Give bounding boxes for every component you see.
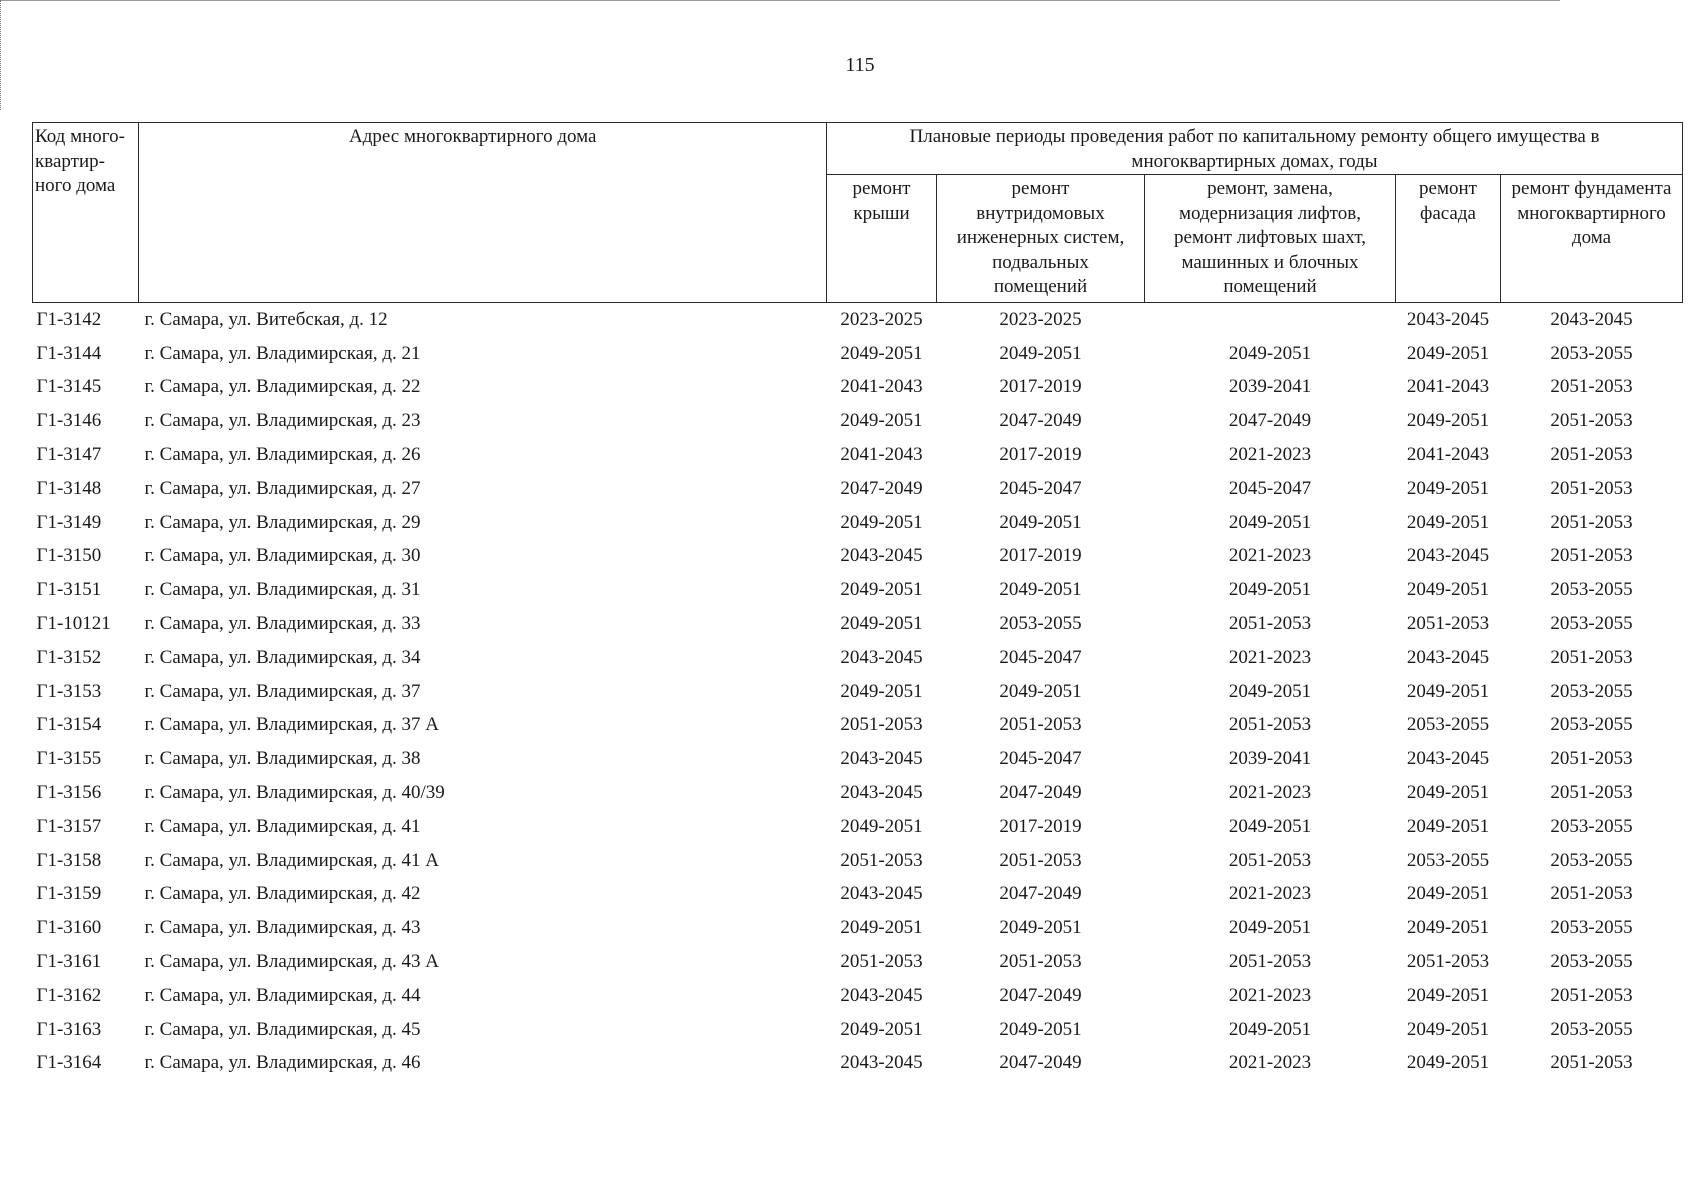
cell-roof: 2043-2045: [840, 646, 923, 668]
cell-lifts: 2049-2051: [1228, 917, 1312, 939]
cell-foundation: 2051-2053: [1550, 748, 1633, 770]
cell-engineering: 2047-2049: [999, 984, 1082, 1006]
cell-lifts: 2049-2051: [1228, 680, 1312, 702]
header-address: Адрес многоквартирного дома: [139, 123, 827, 303]
cell-engineering: 2045-2047: [999, 477, 1082, 499]
cell-roof: 2051-2053: [840, 951, 923, 973]
cell-address: г. Самара, ул. Владимирская, д. 34: [144, 646, 421, 668]
cell-lifts: 2049-2051: [1228, 511, 1312, 533]
cell-foundation: 2051-2053: [1550, 444, 1633, 466]
cell-facade: 2049-2051: [1406, 680, 1490, 702]
cell-foundation: 2053-2055: [1550, 951, 1633, 973]
cell-roof: 2043-2045: [840, 545, 923, 567]
cell-foundation: 2051-2053: [1550, 1052, 1633, 1074]
cell-engineering: 2049-2051: [999, 1018, 1082, 1040]
cell-foundation: 2043-2045: [1550, 308, 1633, 330]
table-row: [33, 945, 1683, 979]
cell-facade: 2043-2045: [1406, 545, 1490, 567]
cell-lifts: 2021-2023: [1228, 984, 1312, 1006]
table-row: [33, 438, 1683, 472]
cell-roof: 2049-2051: [840, 342, 923, 364]
cell-engineering: 2023-2025: [999, 308, 1082, 330]
cell-roof: 2049-2051: [840, 579, 923, 601]
cell-roof: 2049-2051: [840, 1018, 923, 1040]
cell-address: г. Самара, ул. Владимирская, д. 23: [144, 410, 421, 432]
table-row: [33, 776, 1683, 810]
cell-code: Г1-3151: [36, 579, 102, 601]
cell-lifts: 2047-2049: [1228, 410, 1312, 432]
cell-engineering: 2049-2051: [999, 511, 1082, 533]
cell-address: г. Самара, ул. Владимирская, д. 37 А: [144, 714, 439, 736]
cell-lifts: 2021-2023: [1228, 782, 1312, 804]
cell-foundation: 2051-2053: [1550, 782, 1633, 804]
cell-code: Г1-3156: [36, 782, 102, 804]
cell-lifts: 2051-2053: [1228, 613, 1312, 635]
cell-engineering: 2049-2051: [999, 680, 1082, 702]
cell-code: Г1-3161: [36, 951, 102, 973]
cell-lifts: 2049-2051: [1228, 815, 1312, 837]
cell-address: г. Самара, ул. Владимирская, д. 21: [144, 342, 421, 364]
table-row: [33, 371, 1683, 405]
cell-facade: 2049-2051: [1406, 883, 1490, 905]
cell-address: г. Самара, ул. Владимирская, д. 43 А: [144, 951, 439, 973]
cell-address: г. Самара, ул. Владимирская, д. 33: [144, 613, 421, 635]
cell-foundation: 2051-2053: [1550, 477, 1633, 499]
table-row: [33, 911, 1683, 945]
cell-code: Г1-3146: [36, 410, 102, 432]
cell-lifts: 2021-2023: [1228, 883, 1312, 905]
cell-engineering: 2051-2053: [999, 951, 1082, 973]
table-row: [33, 540, 1683, 574]
cell-roof: 2041-2043: [840, 376, 923, 398]
cell-lifts: 2021-2023: [1228, 545, 1312, 567]
header-lifts: ремонт, замена, модернизация лифтов, ремонт лифтовых шахт, машинных и блочных помещений: [1145, 175, 1396, 303]
cell-code: Г1-3158: [36, 849, 102, 871]
cell-foundation: 2051-2053: [1550, 410, 1633, 432]
cell-address: г. Самара, ул. Владимирская, д. 44: [144, 984, 421, 1006]
cell-facade: 2049-2051: [1406, 917, 1490, 939]
cell-foundation: 2053-2055: [1550, 1018, 1633, 1040]
cell-facade: 2049-2051: [1406, 782, 1490, 804]
cell-address: г. Самара, ул. Владимирская, д. 38: [144, 748, 421, 770]
header-foundation: ремонт фундамента многоквартирного дома: [1501, 175, 1683, 303]
cell-roof: 2041-2043: [840, 444, 923, 466]
cell-lifts: 2051-2053: [1228, 849, 1312, 871]
table-row: [33, 878, 1683, 912]
cell-roof: 2049-2051: [840, 917, 923, 939]
cell-facade: 2049-2051: [1406, 477, 1490, 499]
cell-roof: 2023-2025: [840, 308, 923, 330]
header-periods-group: Плановые периоды проведения работ по капитальному ремонту общего имущества в многоквартирных домах, годы: [827, 123, 1683, 175]
cell-engineering: 2049-2051: [999, 917, 1082, 939]
cell-engineering: 2017-2019: [999, 376, 1082, 398]
cell-roof: 2043-2045: [840, 782, 923, 804]
table-row: [33, 1013, 1683, 1047]
cell-engineering: 2047-2049: [999, 1052, 1082, 1074]
cell-code: Г1-3162: [36, 984, 102, 1006]
cell-foundation: 2051-2053: [1550, 883, 1633, 905]
cell-roof: 2043-2045: [840, 748, 923, 770]
cell-foundation: 2053-2055: [1550, 342, 1633, 364]
cell-code: Г1-3155: [36, 748, 102, 770]
cell-foundation: 2053-2055: [1550, 714, 1633, 736]
table-row: [33, 709, 1683, 743]
cell-facade: 2049-2051: [1406, 410, 1490, 432]
cell-roof: 2043-2045: [840, 1052, 923, 1074]
cell-facade: 2043-2045: [1406, 646, 1490, 668]
table-body: [33, 303, 1683, 1081]
cell-address: г. Самара, ул. Владимирская, д. 29: [144, 511, 421, 533]
cell-roof: 2049-2051: [840, 680, 923, 702]
table-row: [33, 337, 1683, 371]
cell-address: г. Самара, ул. Владимирская, д. 42: [144, 883, 421, 905]
cell-engineering: 2053-2055: [999, 613, 1082, 635]
cell-foundation: 2053-2055: [1550, 917, 1633, 939]
cell-facade: 2049-2051: [1406, 579, 1490, 601]
cell-address: г. Самара, ул. Владимирская, д. 45: [144, 1018, 421, 1040]
cell-roof: 2047-2049: [840, 477, 923, 499]
cell-foundation: 2051-2053: [1550, 646, 1633, 668]
cell-code: Г1-3144: [36, 342, 102, 364]
cell-foundation: 2051-2053: [1550, 545, 1633, 567]
table-row: [33, 979, 1683, 1013]
cell-lifts: 2049-2051: [1228, 342, 1312, 364]
cell-code: Г1-3160: [36, 917, 102, 939]
cell-code: Г1-3163: [36, 1018, 102, 1040]
cell-roof: 2049-2051: [840, 815, 923, 837]
cell-engineering: 2047-2049: [999, 782, 1082, 804]
cell-roof: 2043-2045: [840, 984, 923, 1006]
table-row: [33, 607, 1683, 641]
cell-lifts: 2051-2053: [1228, 714, 1312, 736]
cell-engineering: 2017-2019: [999, 545, 1082, 567]
cell-foundation: 2051-2053: [1550, 376, 1633, 398]
header-roof: ремонт крыши: [827, 175, 937, 303]
cell-foundation: 2053-2055: [1550, 680, 1633, 702]
cell-address: г. Самара, ул. Владимирская, д. 27: [144, 477, 421, 499]
table-row: [33, 506, 1683, 540]
cell-facade: 2049-2051: [1406, 342, 1490, 364]
cell-code: Г1-3154: [36, 714, 102, 736]
cell-address: г. Самара, ул. Владимирская, д. 46: [144, 1052, 421, 1074]
cell-engineering: 2045-2047: [999, 748, 1082, 770]
cell-code: Г1-3164: [36, 1052, 102, 1074]
cell-address: г. Самара, ул. Владимирская, д. 37: [144, 680, 421, 702]
cell-engineering: 2049-2051: [999, 342, 1082, 364]
cell-engineering: 2017-2019: [999, 815, 1082, 837]
cell-code: Г1-3147: [36, 444, 102, 466]
cell-facade: 2051-2053: [1406, 613, 1490, 635]
cell-roof: 2043-2045: [840, 883, 923, 905]
table-row: [33, 303, 1683, 337]
table-row: [33, 472, 1683, 506]
cell-facade: 2051-2053: [1406, 951, 1490, 973]
cell-lifts: 2045-2047: [1228, 477, 1312, 499]
cell-engineering: 2045-2047: [999, 646, 1082, 668]
cell-lifts: 2039-2041: [1228, 748, 1312, 770]
cell-engineering: 2051-2053: [999, 849, 1082, 871]
table-row: [33, 641, 1683, 675]
table-row: [33, 810, 1683, 844]
cell-lifts: 2021-2023: [1228, 1052, 1312, 1074]
table-row: [33, 742, 1683, 776]
cell-engineering: 2047-2049: [999, 883, 1082, 905]
table-row: [33, 573, 1683, 607]
cell-code: Г1-3157: [36, 815, 102, 837]
cell-engineering: 2049-2051: [999, 579, 1082, 601]
table-row: [33, 404, 1683, 438]
cell-roof: 2049-2051: [840, 410, 923, 432]
cell-address: г. Самара, ул. Владимирская, д. 31: [144, 579, 421, 601]
cell-code: Г1-3149: [36, 511, 102, 533]
page-number: 115: [845, 54, 875, 76]
table-row: [33, 844, 1683, 878]
cell-facade: 2049-2051: [1406, 1018, 1490, 1040]
cell-code: Г1-3152: [36, 646, 102, 668]
cell-roof: 2051-2053: [840, 714, 923, 736]
cell-facade: 2049-2051: [1406, 984, 1490, 1006]
cell-lifts: [1145, 303, 1396, 337]
scan-top-edge: [0, 0, 1560, 3]
cell-address: г. Самара, ул. Владимирская, д. 30: [144, 545, 421, 567]
cell-lifts: 2039-2041: [1228, 376, 1312, 398]
cell-code: Г1-3150: [36, 545, 102, 567]
cell-facade: 2049-2051: [1406, 1052, 1490, 1074]
cell-address: г. Самара, ул. Витебская, д. 12: [144, 308, 388, 330]
cell-foundation: 2053-2055: [1550, 815, 1633, 837]
table-row: [33, 1047, 1683, 1081]
cell-foundation: 2051-2053: [1550, 511, 1633, 533]
cell-engineering: 2047-2049: [999, 410, 1082, 432]
cell-address: г. Самара, ул. Владимирская, д. 40/39: [144, 782, 445, 804]
cell-facade: 2041-2043: [1406, 376, 1490, 398]
cell-lifts: 2021-2023: [1228, 444, 1312, 466]
cell-facade: 2043-2045: [1406, 748, 1490, 770]
cell-facade: 2049-2051: [1406, 815, 1490, 837]
cell-roof: 2051-2053: [840, 849, 923, 871]
header-code: Код много-квартир-ного дома: [33, 123, 139, 303]
cell-code: Г1-10121: [36, 613, 111, 635]
cell-lifts: 2051-2053: [1228, 951, 1312, 973]
cell-code: Г1-3159: [36, 883, 102, 905]
cell-address: г. Самара, ул. Владимирская, д. 41 А: [144, 849, 439, 871]
cell-foundation: 2053-2055: [1550, 579, 1633, 601]
cell-address: г. Самара, ул. Владимирская, д. 22: [144, 376, 421, 398]
cell-engineering: 2051-2053: [999, 714, 1082, 736]
table-row: [33, 675, 1683, 709]
cell-code: Г1-3153: [36, 680, 102, 702]
cell-code: Г1-3148: [36, 477, 102, 499]
header-engineering: ремонт внутридомовых инженерных систем, подвальных помещений: [937, 175, 1145, 303]
cell-lifts: 2049-2051: [1228, 1018, 1312, 1040]
cell-facade: 2053-2055: [1406, 849, 1490, 871]
cell-lifts: 2021-2023: [1228, 646, 1312, 668]
cell-lifts: 2049-2051: [1228, 579, 1312, 601]
cell-code: Г1-3142: [36, 308, 102, 330]
capital-repair-table: [32, 122, 1683, 1080]
cell-facade: 2049-2051: [1406, 511, 1490, 533]
header-facade: ремонт фасада: [1396, 175, 1501, 303]
cell-foundation: 2053-2055: [1550, 613, 1633, 635]
cell-facade: 2053-2055: [1406, 714, 1490, 736]
cell-foundation: 2053-2055: [1550, 849, 1633, 871]
cell-code: Г1-3145: [36, 376, 102, 398]
cell-foundation: 2051-2053: [1550, 984, 1633, 1006]
cell-roof: 2049-2051: [840, 511, 923, 533]
cell-address: г. Самара, ул. Владимирская, д. 41: [144, 815, 421, 837]
cell-address: г. Самара, ул. Владимирская, д. 43: [144, 917, 421, 939]
cell-roof: 2049-2051: [840, 613, 923, 635]
cell-engineering: 2017-2019: [999, 444, 1082, 466]
cell-facade: 2043-2045: [1406, 308, 1490, 330]
cell-facade: 2041-2043: [1406, 444, 1490, 466]
cell-address: г. Самара, ул. Владимирская, д. 26: [144, 444, 421, 466]
